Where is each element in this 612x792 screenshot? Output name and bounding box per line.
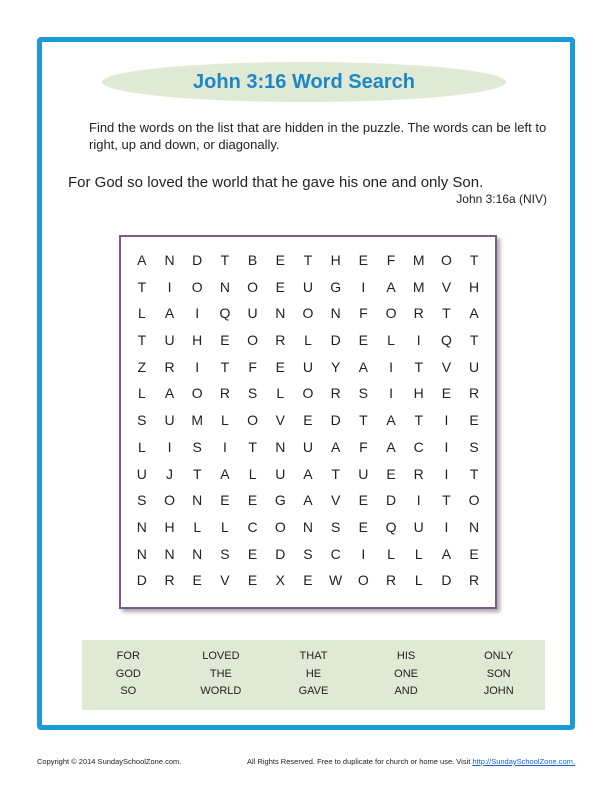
grid-letter[interactable]: O [191,278,203,295]
grid-letter[interactable]: V [275,412,285,429]
word-item: THE [209,667,232,680]
verse-reference: John 3:16a (NIV) [456,192,547,206]
grid-letter[interactable]: E [441,385,452,402]
grid-letter[interactable]: D [441,572,452,589]
grid-letter[interactable]: T [414,358,423,375]
grid-letter[interactable]: F [359,305,368,322]
grid-letter[interactable]: H [192,332,203,349]
grid-letter[interactable]: R [164,358,175,375]
grid-letter[interactable]: E [275,278,285,295]
word-item: LOVED [202,650,240,662]
grid-letter[interactable]: O [385,305,397,322]
word-list [82,648,545,701]
grid-letter[interactable]: X [275,572,285,589]
grid-letter[interactable]: E [469,545,479,562]
word-item: GOD [115,667,141,680]
grid-letter[interactable]: H [164,518,175,535]
grid-letter[interactable]: R [413,465,424,482]
grid-letter[interactable]: E [247,572,258,589]
grid-letter[interactable]: L [248,465,257,482]
grid-letter[interactable]: A [303,492,313,509]
grid-letter[interactable]: I [195,358,200,375]
grid-letter[interactable]: L [276,385,285,402]
grid-letter[interactable]: O [357,572,369,589]
grid-letter[interactable]: U [413,518,424,535]
grid-letter[interactable]: H [330,252,341,268]
grid-letter[interactable]: U [469,358,480,375]
word-item: JOHN [483,685,514,697]
grid-letter[interactable]: G [330,278,342,295]
grid-letter[interactable]: O [302,385,314,402]
grid-letter[interactable]: C [413,438,424,455]
grid-letter[interactable]: S [358,385,369,402]
grid-letter[interactable]: M [412,278,425,295]
grid-letter[interactable]: L [304,332,312,349]
grid-letter[interactable]: Q [440,332,452,349]
grid-letter[interactable]: R [469,572,480,589]
grid-letter[interactable]: T [303,252,313,268]
grid-letter[interactable]: T [414,412,423,429]
grid-letter[interactable]: T [248,438,257,455]
word-column [186,648,256,701]
grid-letter[interactable]: A [386,412,396,429]
grid-letter[interactable]: A [164,385,175,402]
grid-letter[interactable]: A [441,545,452,562]
grid-letter[interactable]: H [413,385,424,402]
grid-letter[interactable]: R [413,305,424,322]
grid-letter[interactable]: S [137,492,147,509]
grid-letter[interactable]: U [358,465,369,482]
grid-letter[interactable]: R [275,332,286,349]
grid-letter[interactable]: S [137,412,147,429]
grid-letter[interactable]: H [469,278,480,295]
grid-letter[interactable]: V [441,358,452,375]
grid-letter[interactable]: E [358,518,369,535]
grid-letter[interactable]: U [164,412,175,429]
grid-letter[interactable]: O [191,385,203,402]
grid-letter[interactable]: D [192,252,203,268]
grid-letter[interactable]: R [164,572,175,589]
grid-letter[interactable]: N [275,305,286,322]
grid-letter[interactable]: N [302,518,314,535]
grid-letter[interactable]: I [361,278,366,295]
grid-letter[interactable]: E [469,412,479,429]
grid-letter[interactable]: V [330,492,341,509]
grid-letter[interactable]: U [275,465,286,482]
grid-letter[interactable]: T [220,252,230,268]
website-link[interactable]: http://SundaySchoolZone.com. [472,757,575,766]
grid-letter[interactable]: O [468,492,480,509]
grid-letter[interactable]: O [247,278,259,295]
grid-letter[interactable]: T [137,332,147,349]
grid-letter[interactable]: L [221,518,229,535]
grid-letter[interactable]: O [164,492,175,509]
grid-letter[interactable]: I [444,412,449,429]
grid-letter[interactable]: M [412,252,425,268]
grid-letter[interactable]: T [220,358,230,375]
word-item: AND [394,685,418,697]
grid-letter[interactable]: E [275,358,285,375]
grid-letter[interactable]: E [247,545,258,562]
grid-letter[interactable]: V [441,278,452,295]
grid-letter[interactable]: T [192,465,202,482]
grid-letter[interactable]: N [330,305,341,322]
grid-letter[interactable]: T [469,252,479,268]
grid-letter[interactable]: A [330,438,341,455]
grid-letter[interactable]: L [414,572,423,589]
grid-letter[interactable]: C [330,545,341,562]
grid-letter[interactable]: I [444,518,449,535]
grid-letter[interactable]: N [136,518,147,535]
grid-letter[interactable]: I [195,305,200,322]
grid-letter[interactable]: L [387,332,395,349]
grid-letter[interactable]: T [331,465,340,482]
grid-letter[interactable]: A [137,252,147,268]
grid-letter[interactable]: R [330,385,341,402]
grid-letter[interactable]: V [220,572,230,589]
instructions: Find the words on the list that are hidden in the puzzle. The words can be left to right, up and down, or diagonally. [89,120,547,152]
grid-letter[interactable]: L [137,385,146,402]
grid-letter[interactable]: N [275,438,286,455]
grid-letter[interactable]: G [274,492,286,509]
grid-letter[interactable]: E [358,252,369,268]
grid-letter[interactable]: I [416,492,421,509]
grid-letter[interactable]: I [444,438,449,455]
grid-letter[interactable]: O [274,518,286,535]
word-column [278,648,348,701]
grid-letter[interactable]: A [386,278,396,295]
grid-letter[interactable]: L [137,438,146,455]
grid-letter[interactable]: I [389,385,393,402]
grid-letter[interactable]: C [247,518,258,535]
grid-letter[interactable]: R [385,572,397,589]
grid-letter[interactable]: D [330,412,341,429]
word-column [464,648,534,701]
grid-letter[interactable]: S [330,518,341,535]
grid-letter[interactable]: F [248,358,257,375]
grid-letter[interactable]: U [302,278,314,295]
grid-letter[interactable]: I [361,545,366,562]
grid-letter[interactable]: A [358,358,369,375]
grid-letter[interactable]: D [330,332,341,349]
grid-letter[interactable]: E [192,572,202,589]
grid-letter[interactable]: Q [219,305,231,322]
grid-letter[interactable]: U [247,305,258,322]
grid-letter[interactable]: I [167,438,172,455]
word-item: ONLY [484,650,514,662]
word-column [371,648,441,701]
grid-letter[interactable]: N [164,545,175,562]
grid-letter[interactable]: Q [385,518,397,535]
grid-letter[interactable]: L [414,545,423,562]
grid-letter[interactable]: U [136,465,147,482]
grid-letter[interactable]: T [442,492,451,509]
grid-letter[interactable]: S [247,385,258,402]
grid-letter[interactable]: T [442,305,451,322]
grid-letter[interactable]: T [469,332,479,349]
grid-letter[interactable]: A [469,305,479,322]
grid-letter[interactable]: I [389,358,393,375]
grid-letter[interactable]: A [164,305,175,322]
grid-letter[interactable]: O [440,252,452,268]
word-item: SO [120,685,137,697]
word-item: HIS [396,650,416,662]
grid-letter[interactable]: L [137,305,146,322]
grid-letter[interactable]: O [247,332,259,349]
grid-letter[interactable]: F [386,252,396,268]
grid-letter[interactable]: S [220,545,230,562]
letter-grid [128,250,488,597]
grid-letter[interactable]: M [191,412,204,429]
grid-letter[interactable]: N [192,545,203,562]
grid-letter[interactable]: E [358,492,369,509]
word-column [93,648,163,701]
page-title: John 3:16 Word Search [193,71,415,93]
grid-letter[interactable]: E [303,572,313,589]
grid-letter[interactable]: D [136,572,147,589]
grid-letter[interactable]: L [387,545,395,562]
grid-letter[interactable]: R [219,385,230,402]
grid-letter[interactable]: Z [137,358,147,375]
grid-letter[interactable]: N [164,252,175,268]
grid-letter[interactable]: U [302,358,314,375]
grid-letter[interactable]: I [167,278,172,295]
grid-letter[interactable]: U [302,438,314,455]
word-item: HE [305,667,322,680]
grid-letter[interactable]: E [275,252,285,268]
grid-letter[interactable]: W [329,572,343,589]
grid-letter[interactable]: L [221,412,229,429]
grid-letter[interactable]: R [469,385,480,402]
grid-letter[interactable]: I [222,438,227,455]
grid-letter[interactable]: S [192,438,202,455]
grid-letter[interactable]: T [469,465,479,482]
grid-letter[interactable]: A [303,465,313,482]
copyright-text: Copyright © 2014 SundaySchoolZone.com. [37,757,182,766]
grid-letter[interactable]: T [359,412,368,429]
grid-letter[interactable]: D [275,545,286,562]
grid-letter[interactable]: A [220,465,230,482]
grid-letter[interactable]: E [358,332,369,349]
word-item: WORLD [200,685,242,697]
word-item: THAT [299,650,328,662]
grid-letter[interactable]: N [136,545,147,562]
grid-letter[interactable]: U [164,332,175,349]
grid-letter[interactable]: B [247,252,258,268]
grid-letter[interactable]: E [220,492,230,509]
word-item: SON [486,667,511,680]
grid-letter[interactable]: L [193,518,202,535]
grid-letter[interactable]: Y [330,358,341,375]
grid-letter[interactable]: N [469,518,480,535]
grid-letter[interactable]: I [444,465,449,482]
word-item: ONE [394,667,418,680]
grid-letter[interactable]: T [137,278,147,295]
grid-letter[interactable]: S [303,545,313,562]
word-item: GAVE [298,685,329,697]
grid-letter[interactable]: E [247,492,258,509]
rights-statement: All Rights Reserved. Free to duplicate for church or home use. Visit [247,757,473,766]
grid-letter[interactable]: E [303,412,313,429]
grid-letter[interactable]: O [302,305,314,322]
grid-letter[interactable]: J [166,465,174,482]
grid-letter[interactable]: A [386,438,396,455]
word-item: FOR [116,650,140,662]
grid-letter[interactable]: E [386,465,396,482]
grid-letter[interactable]: D [385,492,397,509]
grid-letter[interactable]: I [416,332,421,349]
verse-text: For God so loved the world that he gave his one and only Son. [68,174,484,191]
grid-letter[interactable]: O [247,412,259,429]
grid-letter[interactable]: S [469,438,479,455]
grid-letter[interactable]: N [192,492,203,509]
rights-text [247,757,575,766]
grid-letter[interactable]: F [359,438,368,455]
grid-letter[interactable]: E [220,332,230,349]
grid-letter[interactable]: N [219,278,230,295]
